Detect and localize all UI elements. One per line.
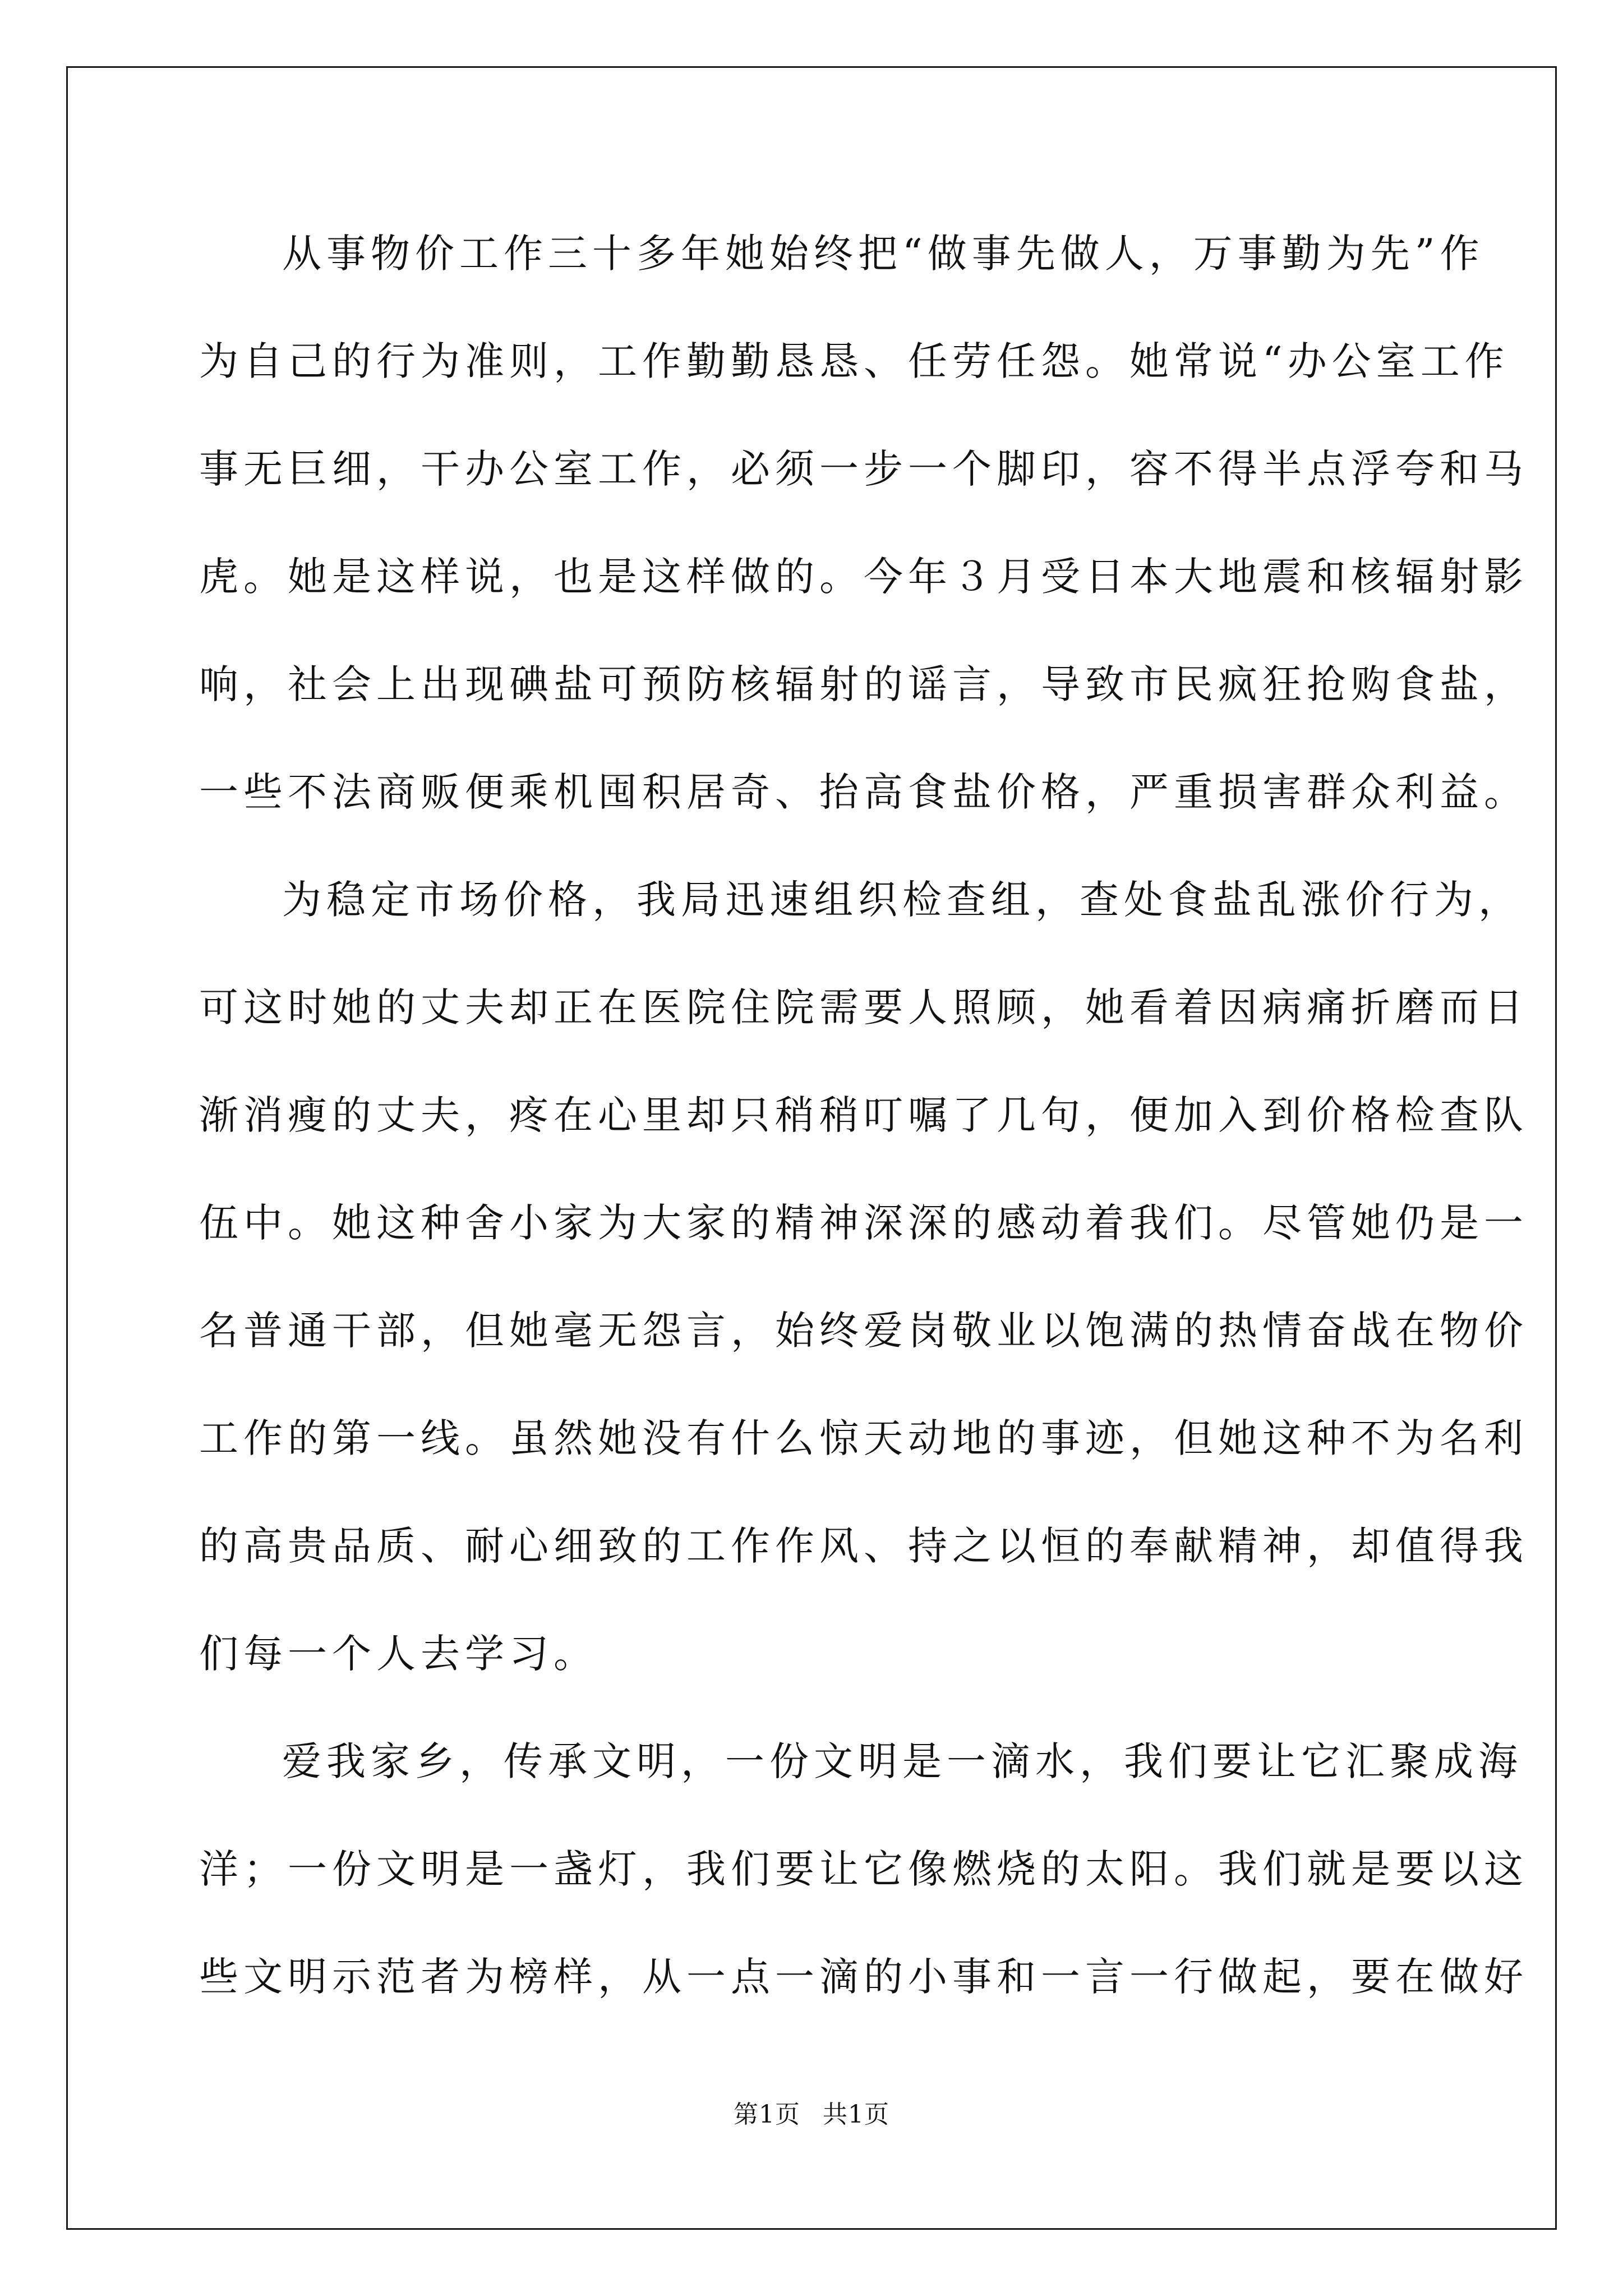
text-line: 渐消瘦的丈夫，疼在心里却只稍稍叮嘱了几句，便加入到价格检查队	[199, 1092, 1528, 1138]
text-line: 名普通干部，但她毫无怨言，始终爱岗敬业以饱满的热情奋战在物价	[199, 1308, 1528, 1354]
text-line: 为稳定市场价格，我局迅速组织检查组，查处食盐乱涨价行为，	[282, 877, 1523, 923]
paragraph-2	[199, 868, 1528, 1729]
text-line: 为自己的行为准则，工作勤勤恳恳、任劳任怨。她常说“办公室工作	[199, 338, 1509, 384]
text-line: 洋；一份文明是一盏灯，我们要让它像燃烧的太阳。我们就是要以这	[199, 1846, 1528, 1892]
text-line: 从事物价工作三十多年她始终把“做事先做人，万事勤为先”作	[282, 231, 1484, 277]
text-line: 爱我家乡，传承文明，一份文明是一滴水，我们要让它汇聚成海	[282, 1738, 1523, 1784]
text-line: 一些不法商贩便乘机囤积居奇、抬高食盐价格，严重损害群众利益。	[199, 769, 1528, 815]
paragraph-1	[199, 222, 1528, 868]
text-line: 们每一个人去学习。	[199, 1631, 598, 1677]
text-line: 的高贵品质、耐心细致的工作作风、持之以恒的奉献精神，却值得我	[199, 1523, 1528, 1569]
text-line: 可这时她的丈夫却正在医院住院需要人照顾，她看着因病痛折磨而日	[199, 984, 1528, 1030]
text-line: 事无巨细，干办公室工作，必须一步一个脚印，容不得半点浮夸和马	[199, 446, 1528, 492]
document-body	[199, 222, 1528, 2053]
text-line: 虎。她是这样说，也是这样做的。今年３月受日本大地震和核辐射影	[199, 554, 1528, 600]
text-line: 些文明示范者为榜样，从一点一滴的小事和一言一行做起，要在做好	[199, 1954, 1528, 2000]
page-number-current: 第1页	[734, 2100, 800, 2129]
paragraph-3	[199, 1729, 1528, 2053]
text-line: 伍中。她这种舍小家为大家的精神深深的感动着我们。尽管她仍是一	[199, 1200, 1528, 1246]
text-line: 响，社会上出现碘盐可预防核辐射的谣言，导致市民疯狂抢购食盐，	[199, 661, 1528, 707]
text-line: 工作的第一线。虽然她没有什么惊天动地的事迹，但她这种不为名利	[199, 1415, 1528, 1461]
page-footer	[0, 2098, 1623, 2132]
page-number-total: 共1页	[823, 2100, 889, 2129]
